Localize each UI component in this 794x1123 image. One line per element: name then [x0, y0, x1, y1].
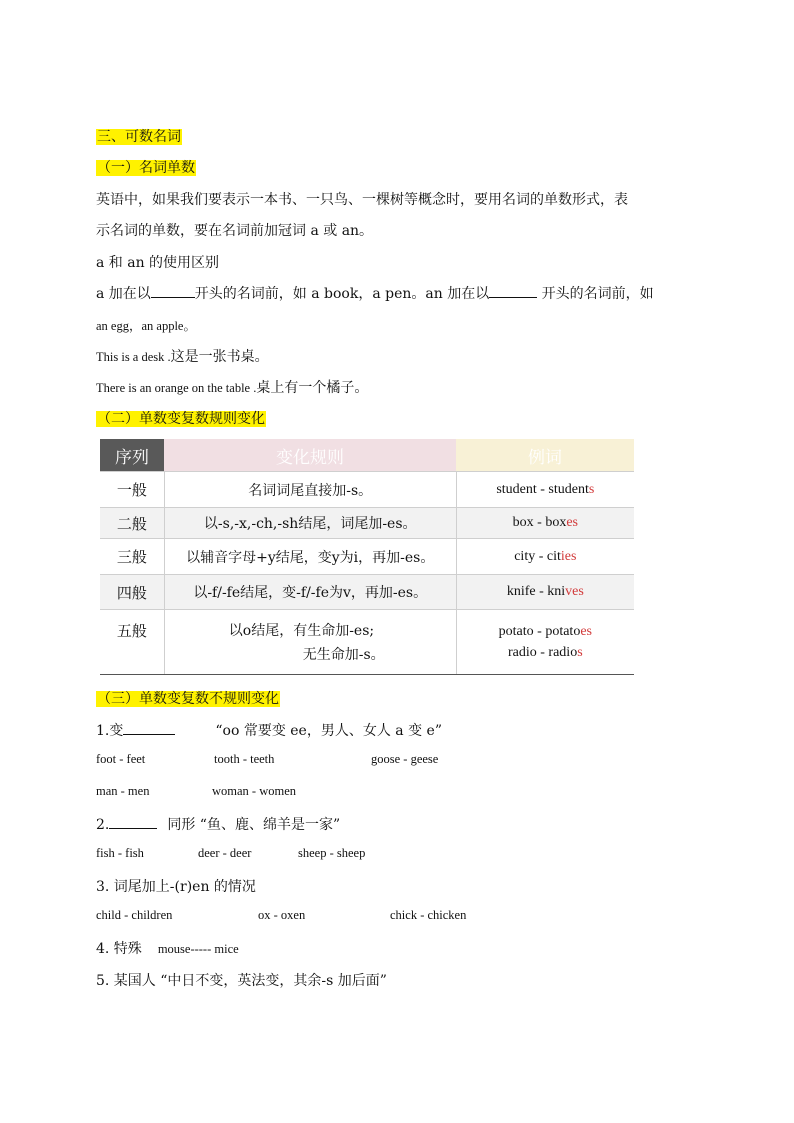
example-suffix: es [580, 623, 592, 639]
row-order: 二般 [116, 514, 147, 533]
example-word: foot - feet [96, 752, 146, 766]
subsection-2-title [96, 408, 266, 428]
irregular-2 [96, 814, 340, 834]
example-word: fish - fish [96, 846, 144, 860]
example-suffix: es [566, 515, 578, 530]
row-rule: 以-s,-x,-ch,-sh结尾，词尾加-es。 [164, 508, 456, 538]
row-order: 一般 [116, 481, 147, 499]
header-order: 序列 [100, 439, 164, 471]
example-2 [96, 377, 368, 397]
an-examples: an egg，an apple。 [96, 319, 196, 333]
table-row [100, 471, 634, 507]
example-1-zh: 这是一张书桌。 [170, 350, 269, 365]
irregular-1-examples-a [96, 752, 438, 767]
example-word: goose - geese [371, 752, 439, 766]
example-2-en: There is an orange on the table . [96, 381, 257, 395]
example-base: radio - radio [508, 644, 578, 660]
table-bottom-rule [100, 674, 634, 675]
table-header [100, 439, 634, 471]
subsection-1-title [96, 157, 196, 177]
subsection-2-text: （二）单数变复数规则变化 [97, 411, 265, 427]
row-rule-line-2: 无生命加-s。 [302, 647, 385, 663]
row-example [456, 539, 634, 574]
a-an-rule [96, 283, 654, 303]
example-word: man - men [96, 784, 150, 798]
fill-blank-3[interactable] [123, 720, 175, 735]
row-example [456, 508, 634, 538]
example-word: ox - oxen [258, 908, 306, 922]
example-word: chick - chicken [390, 908, 467, 922]
irregular-2-text: 同形 “鱼、鹿、绵羊是一家” [167, 817, 341, 833]
subsection-1-text: （一）名词单数 [97, 160, 195, 176]
plural-rules-table [100, 439, 634, 675]
fill-blank-4[interactable] [109, 814, 157, 829]
example-word: woman - women [212, 784, 297, 798]
rule-a-suffix: 开头的名词前，如 [537, 286, 654, 302]
example-2-zh: 桌上有一个橘子。 [256, 381, 369, 396]
section-title-text: 三、可数名词 [97, 129, 181, 145]
header-example: 例词 [456, 439, 634, 471]
irregular-1-quote: “oo 常要变 ee，男人、女人 a 变 e” [215, 723, 442, 739]
row-order: 五般 [116, 622, 147, 640]
row-rule: 以辅音字母+y结尾，变y为i，再加-es。 [164, 539, 456, 574]
irregular-3-examples [96, 908, 466, 923]
row-example [456, 575, 634, 609]
irregular-1-label: 1.变 [96, 723, 124, 739]
irregular-1 [96, 720, 442, 740]
example-word: child - children [96, 908, 173, 922]
rule-a-mid: 开头的名词前，如 a book，a pen。an 加在以 [194, 286, 490, 302]
fill-blank-2[interactable] [489, 283, 537, 298]
irregular-4-example: mouse----- mice [157, 942, 239, 956]
example-1-en: This is a desk . [96, 350, 171, 364]
table-row [100, 574, 634, 609]
row-example [456, 472, 634, 507]
table-row [100, 609, 634, 674]
example-suffix: s [588, 481, 595, 497]
irregular-3: 3. 词尾加上-(r)en 的情况 [96, 879, 256, 895]
header-rule: 变化规则 [164, 439, 456, 471]
example-base: city - cit [514, 548, 561, 564]
irregular-2-label: 2. [96, 817, 110, 833]
irregular-4-label: 4. 特殊 [96, 941, 142, 957]
irregular-2-examples [96, 846, 365, 861]
example-word: deer - deer [198, 846, 252, 860]
intro-line-2: 示名词的单数，要在名词前加冠词 a 或 an。 [96, 223, 374, 239]
section-title [96, 126, 182, 146]
irregular-4 [96, 938, 239, 958]
subsection-3-text: （三）单数变复数不规则变化 [97, 691, 279, 707]
example-base: student - student [496, 481, 589, 497]
row-order: 三般 [116, 548, 147, 566]
example-suffix: ies [560, 548, 577, 564]
rule-a-prefix: a 加在以 [96, 286, 151, 302]
irregular-5: 5. 某国人 “中日不变，英法变，其余-s 加后面” [96, 973, 387, 989]
table-row [100, 538, 634, 574]
irregular-1-examples-b [96, 784, 296, 799]
example-base: knife - kni [506, 584, 566, 599]
example-word: sheep - sheep [298, 846, 366, 860]
row-rule [164, 610, 456, 674]
row-rule: 名词词尾直接加-s。 [164, 472, 456, 507]
row-rule-line-1: 以o结尾，有生命加-es; [228, 623, 375, 639]
example-suffix: ves [565, 584, 584, 599]
example-word: tooth - teeth [214, 752, 275, 766]
row-rule: 以-f/-fe结尾，变-f/-fe为v，再加-es。 [164, 575, 456, 609]
example-suffix: s [577, 644, 583, 660]
subsection-3-title [96, 688, 280, 708]
table-row [100, 507, 634, 538]
intro-line-1: 英语中，如果我们要表示一本书、一只鸟、一棵树等概念时，要用名词的单数形式，表 [96, 192, 628, 208]
row-example [456, 610, 634, 674]
example-base: potato - potato [498, 623, 581, 639]
example-1 [96, 346, 269, 366]
example-base: box - box [512, 515, 567, 530]
fill-blank-1[interactable] [151, 283, 195, 298]
a-an-title: a 和 an 的使用区别 [96, 255, 220, 271]
row-order: 四般 [116, 583, 147, 602]
